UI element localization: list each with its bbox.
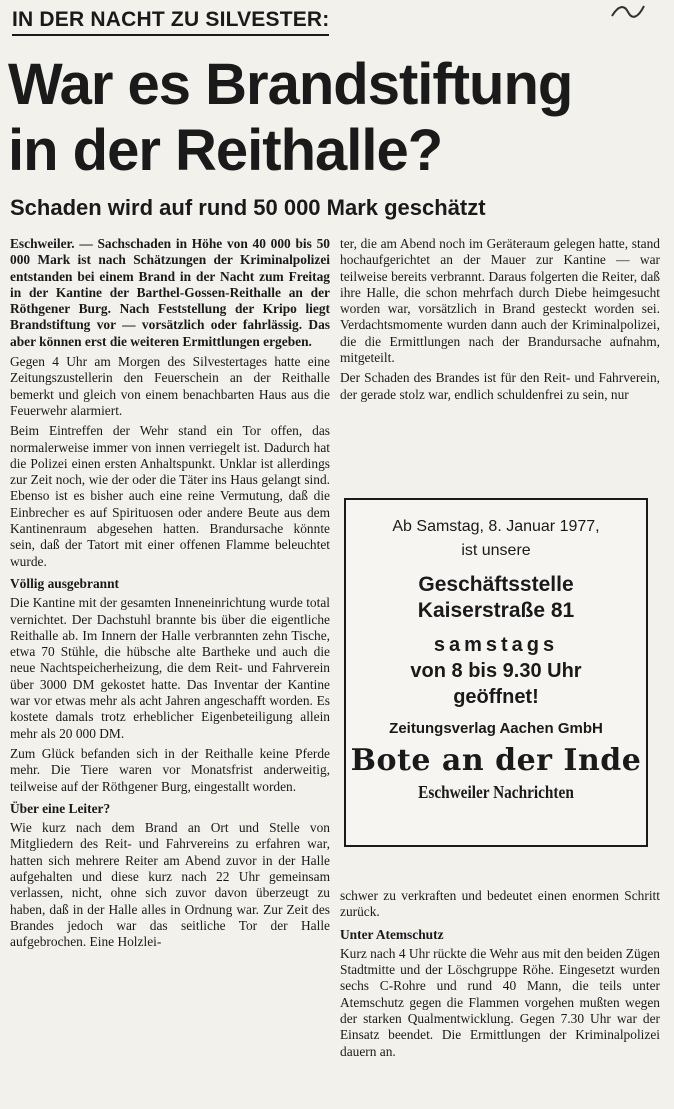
ad-office: Geschäftsstelle <box>418 573 574 596</box>
article-column-left <box>10 236 330 954</box>
article-paragraph: Wie kurz nach dem Brand an Ort und Stelle von Mitgliedern des Reit- und Fahrvereins zu erfahren war, hatten sich mehrere Reiter am Abend zuvor in der Halle aufgehalten und diese kurz nach 22 Uhr gemeinsam verlassen, nicht, ohne sich zuvor davon überzeugt zu haben, daß in der Halle alles in Ordnung war. Zur Zeit des Brandes jedoch war das seitliche Tor der Halle aufgebrochen. Eine Holzlei- <box>10 820 330 950</box>
ad-intro: ist unsere <box>461 542 531 559</box>
headline-line-1: War es Brandstiftung <box>8 52 573 117</box>
ad-hours: von 8 bis 9.30 Uhr <box>410 660 582 682</box>
article-paragraph: Beim Eintreffen der Wehr stand ein Tor offen, das normalerweise immer von innen verriegelt ist. Dadurch hat die Polizei einen ersten Anhaltspunkt. Unklar ist allerdings zur Zeit noch, wie der oder die Täter ins Haus gelangt sind. Ebenso ist es bisher auch eine reine Vermutung, daß die Einbrecher es auf Spirituosen oder andere Beute aus dem Kantinenraum abgesehen hatten. Brandursache könnte sein, daß der Tatort mit einer offenen Flamme beleuchtet wurde. <box>10 423 330 569</box>
article-column-right-bottom <box>340 888 660 1064</box>
article-paragraph: Gegen 4 Uhr am Morgen des Silvestertages hatte eine Zeitungszustellerin den Feuerschein an der Reithalle bemerkt und gleich von einem benachbarten Haus aus die Feuerwehr alarmiert. <box>10 354 330 418</box>
section-heading-atemschutz: Unter Atemschutz <box>340 926 444 942</box>
article-paragraph: Kurz nach 4 Uhr rückte die Wehr aus mit den beiden Zügen Stadtmitte und der Löschgruppe Röhe. Eingesetzt wurden sechs C-Rohre und rund 40 Mann, die teils unter Atemschutz gegen die Flammen vorgehen mußten wegen der starken Qualmentwicklung. Gegen 7.30 Uhr war der Einsatz beendet. Die Ermittlungen der Kriminalpolizei dauern an. <box>340 945 660 1059</box>
article-paragraph: schwer zu verkraften und bedeutet einen enormen Schritt zurück. <box>340 888 660 920</box>
section-heading-leiter: Über eine Leiter? <box>10 800 111 816</box>
ad-open: geöffnet! <box>453 686 539 708</box>
pencil-mark-icon <box>608 2 648 20</box>
article-paragraph: Zum Glück befanden sich in der Reithalle keine Pferde mehr. Die Tiere waren vor Monatsfrist anderweitig, teilweise auf der Röthgener Burg, eingestallt worden. <box>10 745 330 794</box>
advertisement-box <box>344 498 648 847</box>
article-paragraph: Die Kantine mit der gesamten Inneneinrichtung wurde total vernichtet. Der Dachstuhl brannte bis über die eigentliche Reithalle ab. Im Innern der Halle verbrannten zehn Tische, etwa 70 Stühle, die hübsche alte Bartheke und auch die neue Nachtspeicherheizung, die dem Reit- und Fahrverein über 3000 DM gekostet hatte. Das Inventar der Kantine war vor etwas mehr als acht Jahren angeschafft worden. Es kostete damals trotz erheblicher Eigenbeteiligung allein mehr als 20 000 DM. <box>10 595 330 741</box>
subheadline: Schaden wird auf rund 50 000 Mark geschätzt <box>10 195 486 220</box>
article-lead: Eschweiler. — Sachschaden in Höhe von 40 000 bis 50 000 Mark ist nach Schätzungen der Kriminalpolizei entstanden bei einem Brand in der Nacht zum Freitag in der Kantine der Barthel-Gossen-Reithalle an der Röthgener Burg. Nach Feststellung der Kripo liegt Brandstiftung vor — vorsätzlich oder fahrlässig. Das aber können erst die weiteren Ermittlungen ergeben. <box>10 236 330 349</box>
headline-line-2: in der Reithalle? <box>8 118 443 183</box>
ad-days: samstags <box>433 634 559 656</box>
article-column-right-top <box>340 236 660 407</box>
kicker-line: IN DER NACHT ZU SILVESTER: <box>12 8 329 36</box>
ad-publisher: Zeitungsverlag Aachen GmbH <box>389 720 603 737</box>
article-paragraph: Der Schaden des Brandes ist für den Reit- und Fahrverein, der gerade stolz war, endlich schuldenfrei zu sein, nur <box>340 370 660 402</box>
ad-address: Kaiserstraße 81 <box>417 599 575 622</box>
ad-masthead-logo: Bote an der Inde <box>350 743 642 778</box>
section-heading-ausgebrannt: Völlig ausgebrannt <box>10 575 120 591</box>
ad-masthead-subtitle: Eschweiler Nachrichten <box>418 782 574 802</box>
ad-date-line: Ab Samstag, 8. Januar 1977, <box>392 518 600 535</box>
headline <box>8 52 668 184</box>
article-paragraph: ter, die am Abend noch im Geräteraum gelegen hatte, stand hochaufgerichtet an der Mauer zur Kantine — war teilweise bereits verbrannt. Daraus folgerten die Reiter, daß ihre Halle, die schon mehrfach durch Diebe heimgesucht worden war, vorsätzlich in Brand gesteckt worden sei. Verdachtsmomente wurden dann auch der Kriminalpolizei, die die Ermittlungen nach der Brandursache aufnahm, mitgeteilt. <box>340 236 660 366</box>
